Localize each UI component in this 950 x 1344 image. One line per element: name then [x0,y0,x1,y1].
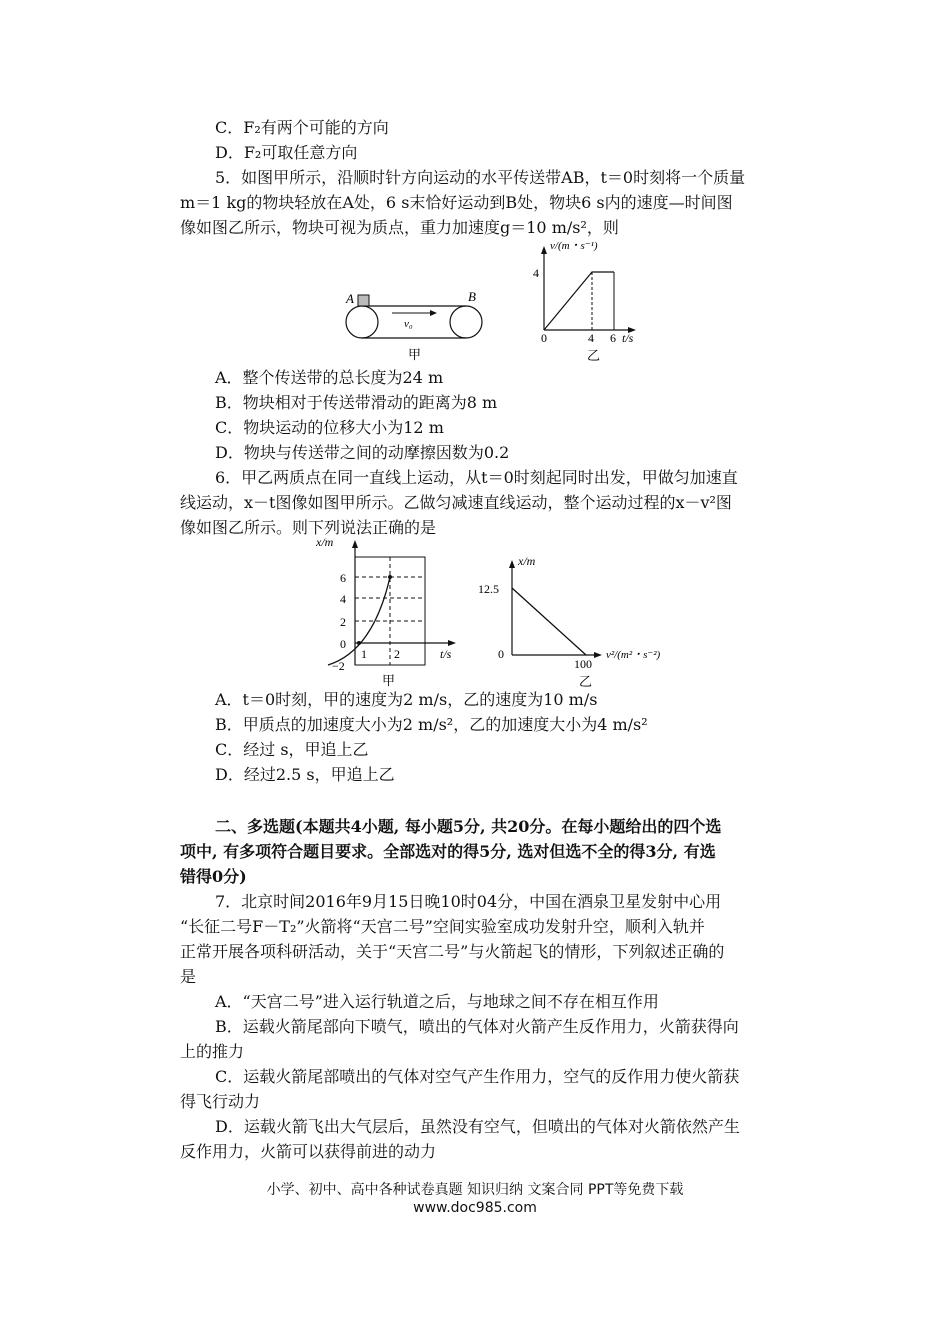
q7-stem-line3: 正常开展各项科研活动，关于“天宫二号”与火箭起飞的情形，下列叙述正确的 [180,942,725,961]
q5-vt-graph [530,238,650,366]
caption-jia: 甲 [382,673,396,688]
y-tick-minus2: −2 [332,659,345,673]
q6-option-d: D．经过2.5 s，甲追上乙 [215,765,395,784]
x-tick-100: 100 [574,657,592,671]
x-axis-label: v²/(m²・s⁻²) [606,649,661,661]
caption-yi: 乙 [579,674,593,689]
q7-stem-line1: 7．北京时间2016年9月15日晚10时04分，中国在酒泉卫星发射中心用 [215,892,722,911]
point-t1 [357,641,361,645]
y-axis-label: x/m [518,554,536,568]
x-v2-line [512,588,586,655]
q7-option-a: A．“天宫二号”进入运行轨道之后，与地球之间不存在相互作用 [215,992,659,1011]
q7-option-d-line2: 反作用力，火箭可以获得前进的动力 [180,1142,437,1161]
q7-option-b-line1: B．运载火箭尾部向下喷气，喷出的气体对火箭产生反作用力，火箭获得向 [215,1017,739,1036]
q6-stem-line3: 像如图乙所示。则下列说法正确的是 [180,518,437,537]
x-tick-1: 1 [361,647,367,661]
y-tick-4: 4 [533,266,539,280]
origin-label: 0 [498,647,504,661]
q7-option-c-line2: 得飞行动力 [180,1092,261,1111]
caption-jia: 甲 [408,347,422,362]
label-a: A [346,291,354,306]
section2-heading-line1: 二、多选题(本题共4小题, 每小题5分, 共20分。在每小题给出的四个选 [215,817,722,836]
q7-stem-line2: “长征二号F－T₂”火箭将“天宫二号”空间实验室成功发射升空，顺利入轨并 [180,917,705,936]
caption-yi: 乙 [587,348,601,363]
point-t2 [388,575,392,579]
conveyor-belt [346,306,482,338]
q5-option-d: D．物块与传送带之间的动摩擦因数为0.2 [215,443,510,462]
q6-stem-line1: 6．甲乙两质点在同一直线上运动，从t＝0时刻起同时出发，甲做匀加速直 [215,468,738,487]
q6-option-b: B．甲质点的加速度大小为2 m/s²，乙的加速度大小为4 m/s² [215,715,648,734]
q6-xt-graph [300,534,470,690]
x-axis-label: t/s [622,331,634,345]
y-axis-label: v/(m・s⁻¹) [550,240,598,252]
q7-option-c-line1: C．运载火箭尾部喷出的气体对空气产生作用力，空气的反作用力使火箭获 [215,1067,740,1086]
q6-stem-line2: 线运动，x－t图像如图甲所示。乙做匀减速直线运动，整个运动过程的x－v²图 [180,493,732,512]
q5-stem-line3: 像如图乙所示，物块可视为质点，重力加速度g＝10 m/s²，则 [180,218,619,237]
x-axis-label: t/s [440,647,452,661]
y-tick-12.5: 12.5 [478,582,499,596]
velocity-curve [544,272,614,330]
q5-conveyor-figure [340,285,490,365]
q5-stem-line2: m＝1 kg的物块轻放在A处，6 s末恰好运动到B处，物块6 s内的速度—时间图 [180,193,733,212]
section2-heading-line2: 项中, 有多项符合题目要求。全部选对的得5分, 选对但选不全的得3分, 有选 [180,842,716,861]
x-tick-6: 6 [610,331,616,345]
q5-option-a: A．整个传送带的总长度为24 m [215,368,444,387]
y-axis-label: x/m [316,535,334,549]
q6-xv2-graph [476,548,696,690]
footer-text: 小学、初中、高中各种试卷真题 知识归纳 文案合同 PPT等免费下载 [266,1182,684,1198]
x-tick-0: 0 [541,331,547,345]
q5-option-b: B．物块相对于传送带滑动的距离为8 m [215,393,498,412]
q7-option-d-line1: D．运载火箭飞出大气层后，虽然没有空气，但喷出的气体对火箭依然产生 [215,1117,740,1136]
q6-option-c: C．经过 s，甲追上乙 [215,740,369,759]
x-tick-4: 4 [588,331,594,345]
q7-stem-line4: 是 [180,967,197,986]
q7-option-b-line2: 上的推力 [180,1042,245,1061]
block [358,295,369,306]
q5-stem-line1: 5．如图甲所示，沿顺时针方向运动的水平传送带AB，t＝0时刻将一个质量 [215,168,746,187]
q6-option-a: A．t＝0时刻，甲的速度为2 m/s，乙的速度为10 m/s [215,690,598,709]
q5-option-c: C．物块运动的位移大小为12 m [215,418,444,437]
q4-option-c: C．F₂有两个可能的方向 [215,118,389,137]
y-tick-2: 2 [340,615,346,629]
label-v0: v₀ [404,318,413,330]
y-tick-6: 6 [340,571,346,585]
y-tick-4: 4 [340,592,346,606]
q4-option-d: D．F₂可取任意方向 [215,143,358,162]
label-b: B [468,289,476,304]
footer-url[interactable]: www.doc985.com [413,1200,537,1216]
y-tick-0: 0 [340,637,346,651]
section2-heading-line3: 错得0分) [180,867,247,886]
x-tick-2: 2 [394,647,400,661]
